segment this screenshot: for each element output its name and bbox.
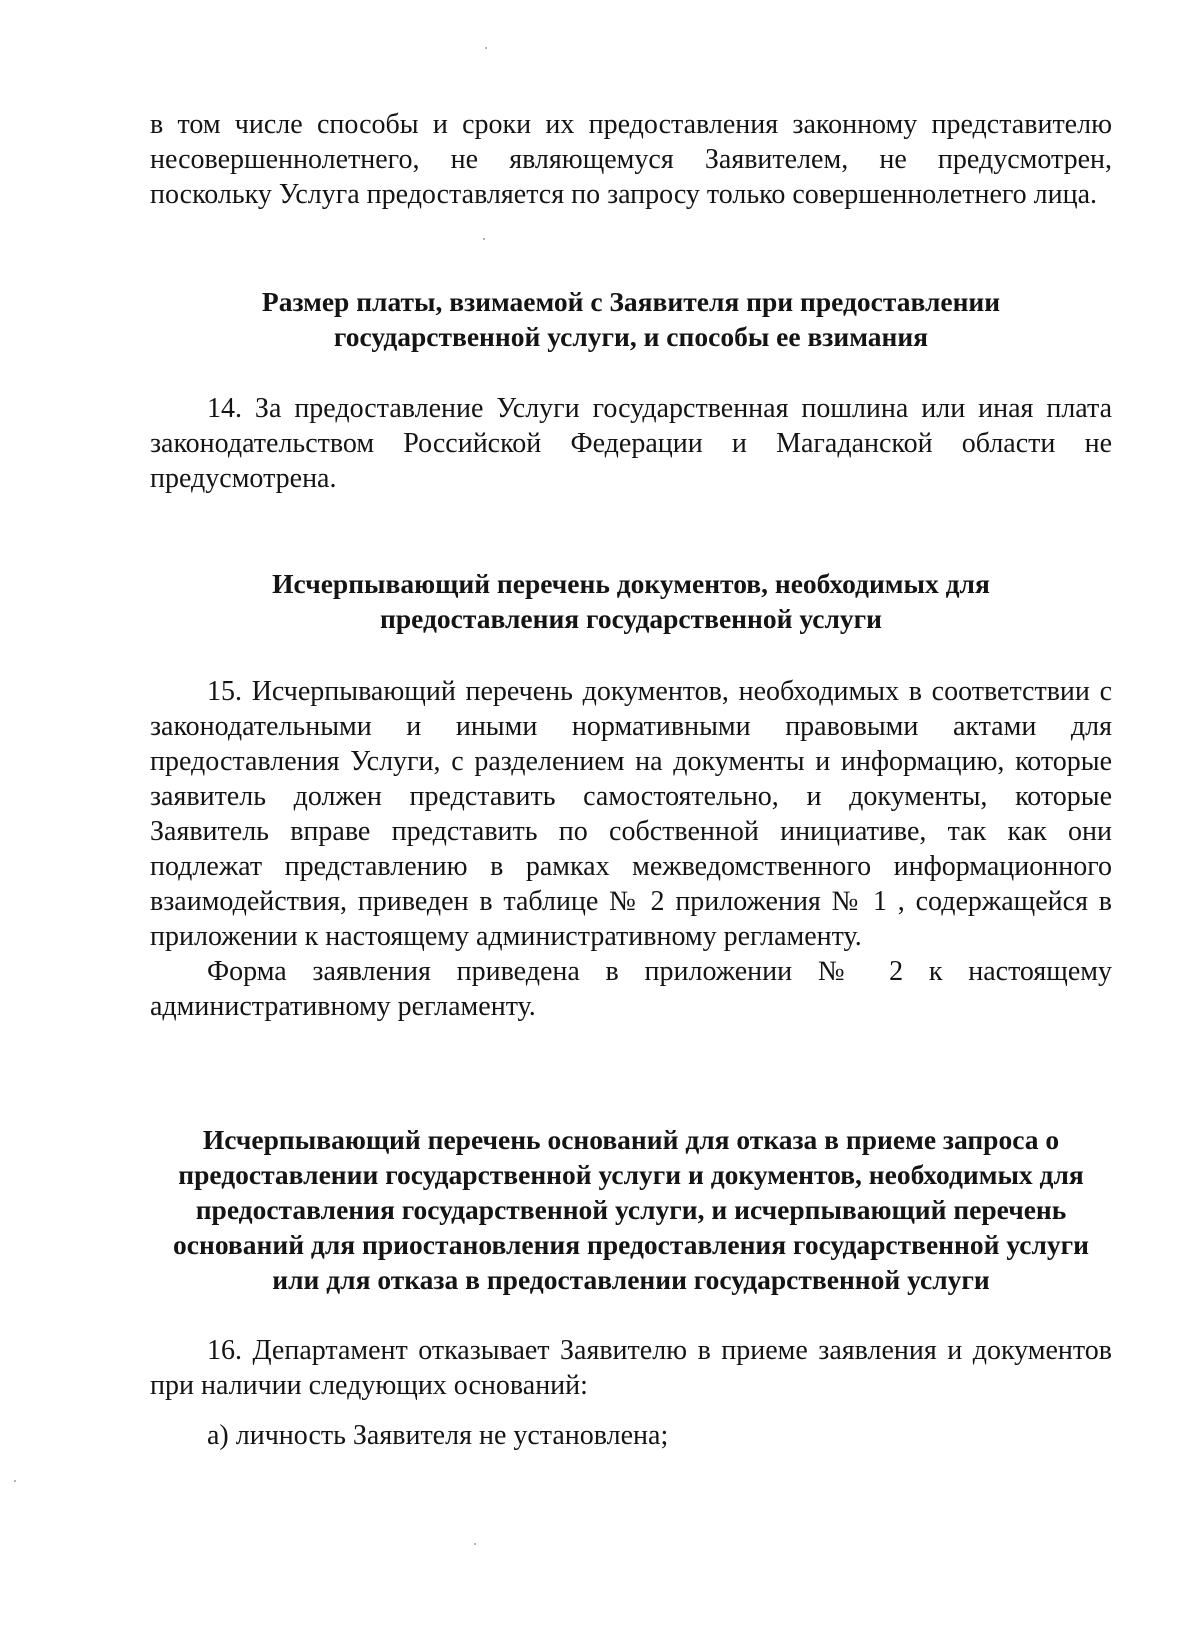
- paragraph-16: 16. Департамент отказывает Заявителю в приеме заявления и документов при наличии следующих оснований:: [150, 1335, 1112, 1401]
- heading-line: предоставления государственной услуги, и исчерпывающий перечень: [195, 1194, 1067, 1225]
- scan-speck: [485, 47, 487, 49]
- heading-line: предоставлении государственной услуги и документов, необходимых для: [178, 1159, 1084, 1190]
- paragraph-15: 15. Исчерпывающий перечень документов, необходимых в соответствии с законодательными и иными нормативными правовыми актами для предоставления Услуги, с разделением на документы и информацию, которые заявитель должен представить самостоятельно, и документы, которые Заявитель вправе представить по собственной инициативе, так как они подлежат представлению в рамках межведомственного информационного взаимодействия, приведен в таблице № 2 приложения № 1 , содержащейся в приложении к настоящему административному регламенту.: [150, 676, 1112, 952]
- heading-line: Исчерпывающий перечень документов, необходимых для: [272, 568, 990, 599]
- heading-line: или для отказа в предоставлении государственной услуги: [272, 1264, 990, 1295]
- heading-line: государственной услуги, и способы ее взимания: [333, 321, 929, 352]
- heading-line: Размер платы, взимаемой с Заявителя при предоставлении: [261, 286, 1001, 317]
- section-heading-fee: [150, 284, 1112, 354]
- scan-speck: [483, 238, 485, 240]
- carryover-paragraph: в том числе способы и сроки их предоставления законному представителю несовершеннолетнего, не являющемуся Заявителем, не предусмотрен, поскольку Услуга предоставляется по запросу только совершеннолетнего лица.: [150, 109, 1112, 210]
- scan-speck: [14, 1480, 16, 1482]
- scan-speck: [474, 1543, 476, 1545]
- list-item-a: а) личность Заявителя не установлена;: [207, 1420, 669, 1451]
- section-heading-documents: [150, 566, 1112, 636]
- heading-line: предоставления государственной услуги: [380, 603, 882, 634]
- heading-line: Исчерпывающий перечень оснований для отказа в приеме запроса о: [202, 1124, 1060, 1155]
- paragraph-14: 14. За предоставление Услуги государственная пошлина или иная плата законодательством Российской Федерации и Магаданской области не предусмотрена.: [150, 393, 1112, 494]
- paragraph-form: Форма заявления приведена в приложении № 2 к настоящему административному регламенту.: [150, 956, 1112, 1022]
- heading-line: оснований для приостановления предоставления государственной услуги: [173, 1229, 1089, 1260]
- section-heading-refusal: [150, 1122, 1112, 1297]
